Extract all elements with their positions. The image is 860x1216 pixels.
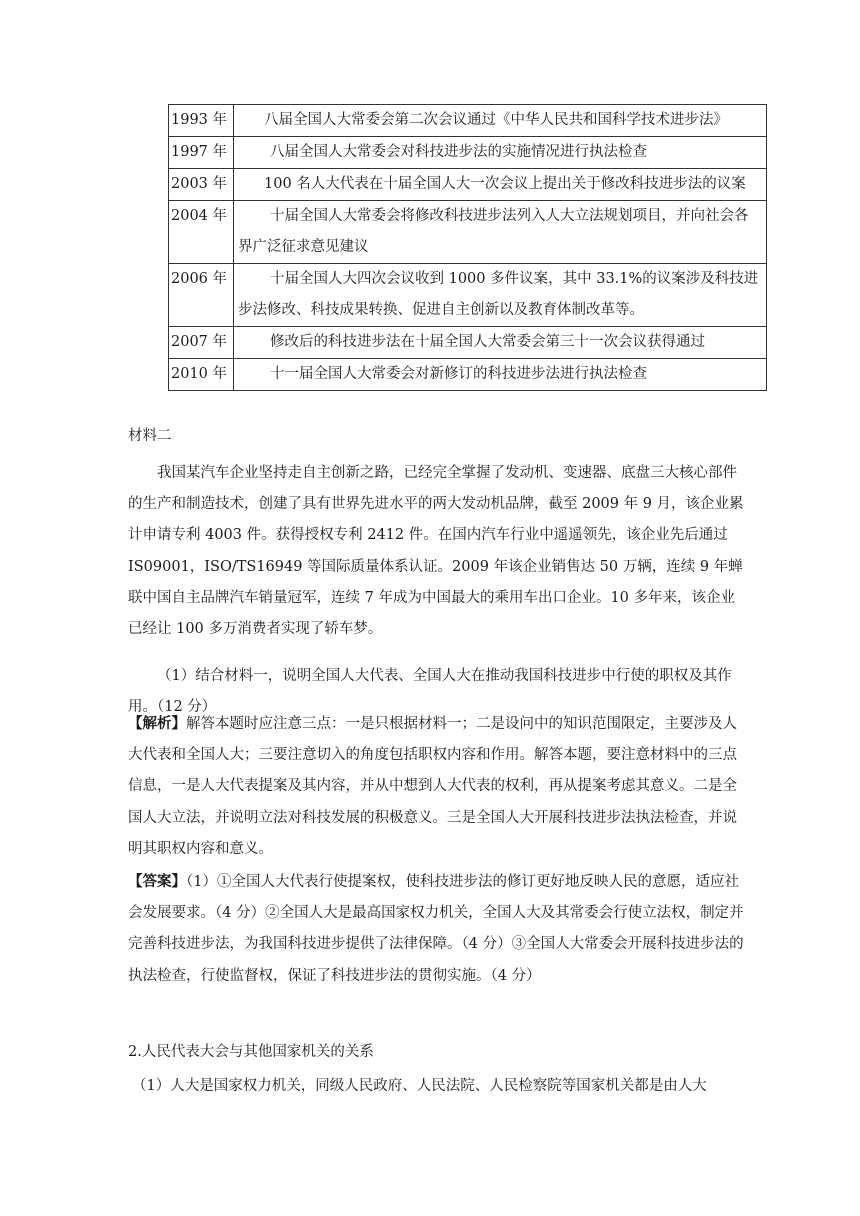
section2-item1-block	[132, 1071, 752, 1102]
answer-tag: 【答案】	[128, 873, 186, 890]
timeline-row	[169, 105, 767, 137]
timeline-row	[169, 169, 767, 201]
analysis-tag: 【解析】	[128, 715, 186, 732]
timeline-year: 2007 年	[169, 327, 234, 359]
timeline-row	[169, 264, 767, 327]
timeline-event: 100 名人大代表在十届全国人大一次会议上提出关于修改科技进步法的议案	[234, 169, 767, 201]
timeline-year: 1993 年	[169, 105, 234, 137]
section2-item1: （1）人大是国家权力机关，同级人民政府、人民法院、人民检察院等国家机关都是由人大	[132, 1078, 707, 1094]
timeline-event: 八届全国人大常委会第二次会议通过《中华人民共和国科学技术进步法》	[234, 105, 767, 137]
question-text: （1）结合材料一，说明全国人大代表、全国人大在推动我国科技进步中行使的职权及其作用。（12 分）	[128, 668, 732, 716]
timeline-event: 十届全国人大四次会议收到 1000 多件议案，其中 33.1%的议案涉及科技进步法修改、科技成果转换、促进自主创新以及教育体制改革等。	[234, 264, 767, 327]
timeline-year: 1997 年	[169, 137, 234, 169]
material2-body-block	[128, 458, 748, 645]
timeline-year: 2006 年	[169, 264, 234, 327]
timeline-year: 2004 年	[169, 201, 234, 264]
section2-heading: 2.人民代表大会与其他国家机关的关系	[128, 1044, 374, 1060]
analysis-text: 解答本题时应注意三点：一是只根据材料一；二是设问中的知识范围限定，主要涉及人大代表和全国人大；三要注意切入的角度包括职权内容和作用。解答本题，要注意材料中的三点信息，一是人大代表提案及其内容，并从中想到人大代表的权利，再从提案考虑其意义。二是全国人大立法，并说明立法对科技发展的积极意义。三是全国人大开展科技进步法执法检查，并说明其职权内容和意义。	[128, 716, 737, 857]
timeline-event: 十一届全国人大常委会对新修订的科技进步法进行执法检查	[234, 359, 767, 391]
answer-block	[128, 866, 748, 992]
material2-heading: 材料二	[128, 428, 172, 444]
timeline-year: 2003 年	[169, 169, 234, 201]
timeline-table	[168, 104, 767, 391]
analysis-block	[128, 708, 748, 865]
timeline-row	[169, 327, 767, 359]
answer-text: （1）①全国人大代表行使提案权，使科技进步法的修订更好地反映人民的意愿，适应社会发展要求。（4 分）②全国人大是最高国家权力机关，全国人大及其常委会行使立法权，制定并完善科技进步法，为我国科技进步提供了法律保障。（4 分）③全国人大常委会开展科技进步法的执法检查，行使监督权，保证了科技进步法的贯彻实施。（4 分）	[128, 874, 744, 984]
timeline-row	[169, 137, 767, 169]
timeline-year: 2010 年	[169, 359, 234, 391]
timeline-row	[169, 201, 767, 264]
answer-paragraph	[128, 866, 748, 992]
timeline-row	[169, 359, 767, 391]
timeline-event: 修改后的科技进步法在十届全国人大常委会第三十一次会议获得通过	[234, 327, 767, 359]
material2-paragraph: 我国某汽车企业坚持走自主创新之路，已经完全掌握了发动机、变速器、底盘三大核心部件的生产和制造技术，创建了具有世界先进水平的两大发动机品牌，截至 2009 年 9 月，该企业累计申请专利 4003 件。获得授权专利 2412 件。在国内汽车行业中遥遥领先，该企业先后通过 IS09001，ISO/TS16949 等国际质量体系认证。2009 年该企业销售达 50 万辆，连续 9 年蝉联中国自主品牌汽车销量冠军，连续 7 年成为中国最大的乘用车出口企业。10 多年来，该企业已经让 100 多万消费者实现了轿车梦。	[128, 465, 744, 638]
analysis-paragraph	[128, 708, 748, 865]
timeline-event: 十届全国人大常委会将修改科技进步法列入人大立法规划项目，并向社会各界广泛征求意见建议	[234, 201, 767, 264]
timeline-event: 八届全国人大常委会对科技进步法的实施情况进行执法检查	[234, 137, 767, 169]
